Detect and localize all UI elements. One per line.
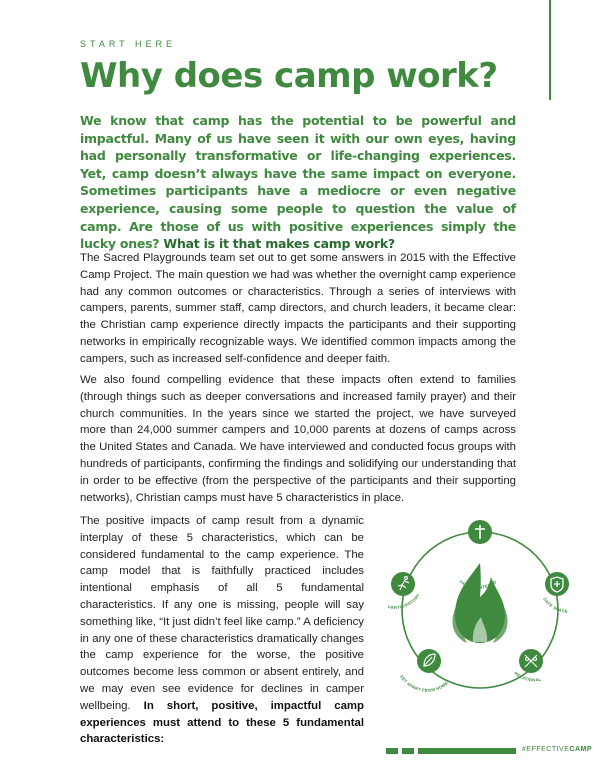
footer-bar-2: [402, 748, 414, 754]
footer-bar-1: [386, 748, 398, 754]
lead-question: What is it that makes camp work?: [163, 236, 395, 252]
faith-centered-label: FAITH CENTERED: [458, 579, 498, 591]
closing-bold: In short, positive, impactful camp experiences must attend to these 5 fundamental characteristics:: [80, 699, 364, 746]
lead-paragraph: [80, 112, 516, 253]
participatory-node: [388, 572, 421, 610]
safe-space-node: [542, 572, 569, 614]
closing-text: The positive impacts of camp result from a dynamic interplay of these 5 characteristics, which can be considered fundamental to the camp experience. The camp model that is faithfully practiced includes intentional emphasis of all 5 fundamental characteristics. If any one is missing, people will say something like, “It just didn’t feel like camp.” A deficiency in any one of these characteristics dramatically changes the camp experience for the worse, the positive outcomes become less common or absent entirely, and we may even see evidence for declines in camper wellbeing.: [80, 515, 364, 712]
hashtag-prefix: #EFFECTIVE: [522, 746, 570, 753]
hashtag-suffix: CAMP: [569, 746, 593, 753]
lead-text: We know that camp has the potential to be powerful and impactful. Many of us have seen it with our own eyes, having had personally transformative or life-changing experiences. Yet, camp doesn’t always have the same impact on everyone. Sometimes participants have a mediocre or even negative experience, causing some people to question the value of camp. Are those of us with positive experiences simply the lucky ones?: [80, 113, 516, 252]
five-characteristics-diagram: [375, 515, 585, 695]
footer-bar-3: [418, 748, 516, 754]
page-title: Why does camp work?: [80, 56, 498, 96]
body-paragraph-1: The Sacred Playgrounds team set out to get some answers in 2015 with the Effective Camp Project. The main question we had was whether the overnight camp experience had any common outcomes or characteristics. Through a series of interviews with campers, parents, summer staff, camp directors, and church leaders, it became clear: the Christian camp experience directly impacts the participants and their supporting networks in empirically recognizable ways. We identified common impacts among the campers, such as increased self-confidence and deeper faith.: [80, 252, 516, 365]
set-apart-label: SET APART FROM HOME: [399, 674, 450, 693]
decorative-vertical-line: [549, 0, 551, 100]
footer-hashtag: [522, 746, 592, 753]
participatory-label: PARTICIPATORY: [387, 592, 421, 611]
safe-space-label: SAFE SPACE: [542, 596, 569, 614]
body-paragraph-2: We also found compelling evidence that these impacts often extend to families (through things such as deeper conversations and increased family prayer) and their church communities. In the years since we started the project, we have surveyed more than 24,000 summer campers and 10,000 parents at dozens of camps across the United States and Canada. We have interviewed and conducted focus groups with hundreds of participants, confirming the findings and solidifying our understanding that in order to be effective (from the perspective of the participants and their supporting networks), Christian camps must have 5 characteristics in place.: [80, 374, 516, 504]
relational-label: RELATIONAL: [513, 670, 542, 683]
set-apart-node: [399, 649, 449, 693]
eyebrow-label: START HERE: [80, 39, 177, 49]
relational-node: [513, 649, 543, 682]
closing-paragraph: [80, 513, 364, 748]
